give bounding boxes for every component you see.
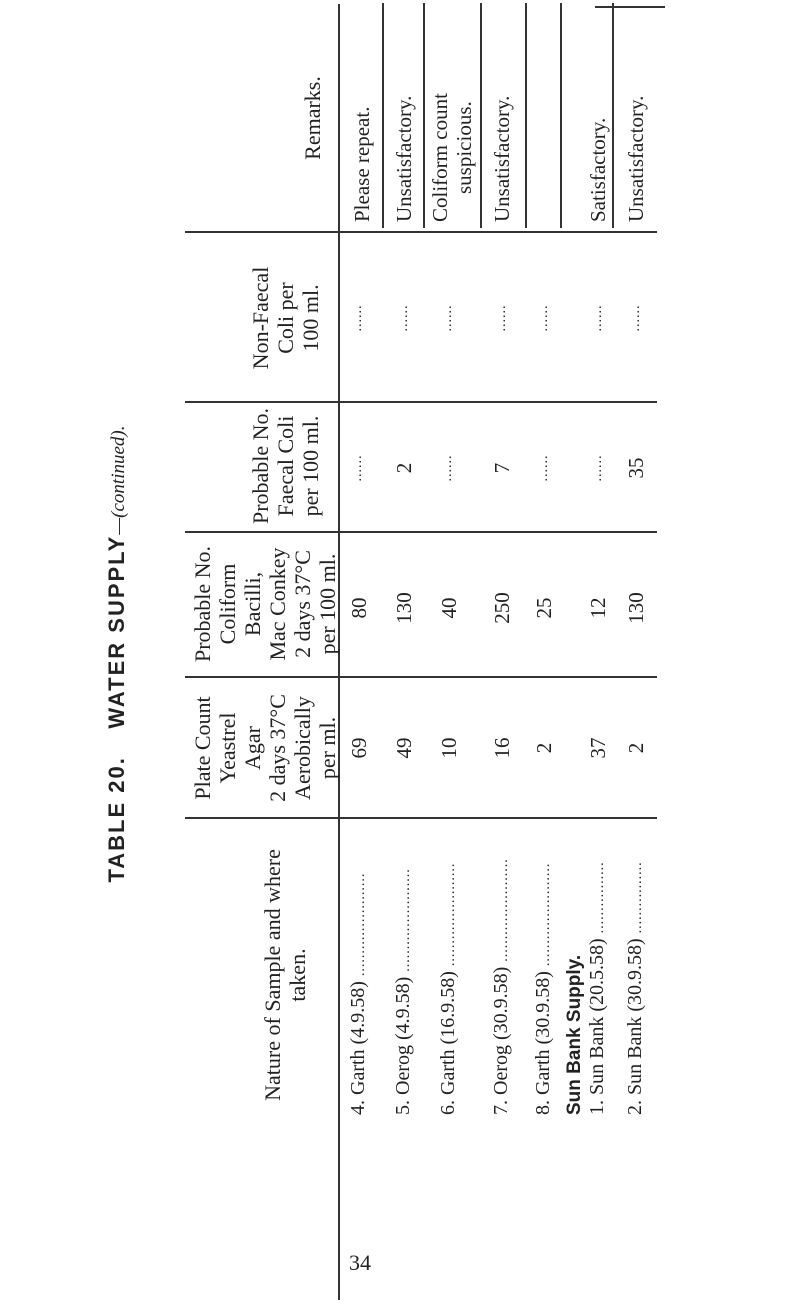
header-remarks-text: Remarks.	[300, 76, 325, 160]
header-line: Aerobically	[290, 696, 315, 800]
faecal-cell: ......	[350, 454, 365, 482]
remark-line: suspicious.	[452, 101, 476, 194]
header-line: Plate Count	[190, 696, 215, 800]
faecal-cell: 7	[490, 462, 514, 474]
sample-cell	[347, 873, 370, 1115]
sample-cell	[490, 858, 513, 1115]
leader-dots: ................	[592, 861, 607, 934]
header-line: Faecal Coli	[273, 415, 298, 517]
non-faecal-cell: ......	[494, 304, 509, 332]
sample-text: 8. Garth (30.9.58)	[532, 971, 554, 1115]
coliform-cell: 250	[490, 592, 514, 624]
plate-count-cell: 10	[437, 737, 461, 759]
row-rule	[480, 3, 482, 228]
remark-line: Unsatisfactory.	[490, 95, 514, 222]
table-label: TABLE 20.	[104, 756, 129, 883]
coliform-cell: 130	[392, 592, 416, 624]
faecal-cell: ......	[536, 454, 551, 482]
sample-cell	[586, 861, 609, 1115]
plate-count-cell: 2	[532, 742, 556, 754]
remarks-cell	[392, 96, 416, 222]
header-line: Probable No.	[190, 545, 215, 663]
header-line: Agar	[240, 726, 265, 770]
page-number: 34	[349, 1250, 371, 1275]
non-faecal-cell: ......	[396, 304, 411, 332]
plate-count-cell: 16	[490, 737, 514, 759]
faecal-cell: 2	[392, 462, 416, 474]
remarks-cell	[586, 118, 610, 222]
sample-cell	[392, 868, 415, 1115]
sample-text: 6. Garth (16.9.58)	[437, 971, 459, 1115]
sample-text: 4. Garth (4.9.58)	[347, 981, 369, 1115]
header-line: Probable No.	[248, 407, 273, 525]
header-remarks	[300, 8, 325, 228]
remark-line: Coliform count	[428, 93, 452, 222]
sample-text: 5. Oerog (4.9.58)	[392, 976, 414, 1115]
table-caption	[104, 0, 130, 1308]
non-faecal-cell: ......	[536, 304, 551, 332]
column-rule	[185, 817, 657, 819]
header-line: Coliform	[215, 563, 240, 645]
column-rule	[185, 676, 657, 678]
header-line: Yeastrel	[215, 712, 240, 784]
plate-count-cell: 37	[586, 737, 610, 759]
remarks-cell	[490, 96, 514, 222]
faecal-cell: ......	[440, 454, 455, 482]
plate-count-cell: 2	[624, 742, 648, 754]
sample-text: 2. Sun Bank (30.9.58)	[624, 938, 646, 1115]
header-sample	[260, 830, 310, 1120]
header-plate-count	[190, 683, 340, 813]
row-rule	[423, 3, 425, 228]
plate-count-cell: 69	[347, 737, 371, 759]
leader-dots: .......................	[496, 858, 511, 962]
remark-line: Unsatisfactory.	[624, 95, 648, 222]
row-rule	[560, 3, 562, 228]
faecal-cell: ......	[590, 454, 605, 482]
table-title: WATER SUPPLY	[104, 534, 129, 729]
header-line: Non-Faecal	[248, 266, 273, 370]
header-coliform	[190, 535, 340, 673]
coliform-cell: 130	[624, 592, 648, 624]
coliform-cell: 25	[532, 597, 556, 619]
header-line: 2 days 37°C	[265, 694, 290, 802]
non-faecal-cell: ......	[350, 304, 365, 332]
non-faecal-cell: ......	[628, 304, 643, 332]
coliform-cell: 40	[437, 597, 461, 619]
header-line: per 100 ml.	[315, 553, 340, 655]
header-line: Mac Conkey	[265, 547, 290, 661]
leader-dots: ................	[630, 861, 645, 934]
row-rule	[382, 3, 384, 228]
faecal-cell: 35	[624, 457, 648, 479]
header-line: Coli per	[273, 282, 298, 354]
remark-line: Unsatisfactory.	[392, 95, 416, 222]
row-rule	[525, 3, 527, 228]
non-faecal-cell: ......	[440, 304, 455, 332]
plate-count-cell: 49	[392, 737, 416, 759]
header-line: per 100 ml.	[298, 415, 323, 517]
header-sample-text: Nature of Sample and where taken.	[260, 849, 310, 1101]
leader-dots: .......................	[398, 868, 413, 972]
leader-dots: .......................	[353, 872, 368, 977]
remarks-cell	[624, 96, 648, 222]
non-faecal-cell: ......	[590, 304, 605, 332]
row-rule	[612, 3, 614, 228]
header-line: per ml.	[315, 716, 340, 780]
coliform-cell: 80	[347, 597, 371, 619]
remarks-cell	[350, 107, 374, 222]
sample-text: 1. Sun Bank (20.5.58)	[586, 938, 608, 1115]
header-line: 100 ml.	[298, 284, 323, 352]
leader-dots: .......................	[443, 862, 458, 967]
remarks-cell	[428, 93, 476, 222]
group-heading: Sun Bank Supply.	[564, 954, 585, 1115]
sample-cell	[532, 863, 555, 1115]
header-non-faecal	[248, 238, 323, 398]
column-rule	[185, 231, 657, 233]
sample-text: 7. Oerog (30.9.58)	[490, 966, 512, 1115]
coliform-cell: 12	[586, 597, 610, 619]
header-line: Bacilli,	[240, 571, 265, 637]
header-faecal	[248, 404, 323, 528]
remark-line: Satisfactory.	[586, 117, 610, 222]
column-rule	[185, 401, 657, 403]
header-line: 2 days 37°C	[290, 550, 315, 658]
remark-line: Please repeat.	[350, 106, 374, 222]
leader-dots: .......................	[538, 862, 553, 967]
sample-cell	[437, 863, 460, 1115]
table-title-suffix: —(continued).	[108, 425, 129, 535]
sample-cell	[624, 861, 647, 1115]
table-right-rule	[595, 6, 665, 8]
column-rule	[185, 531, 657, 533]
